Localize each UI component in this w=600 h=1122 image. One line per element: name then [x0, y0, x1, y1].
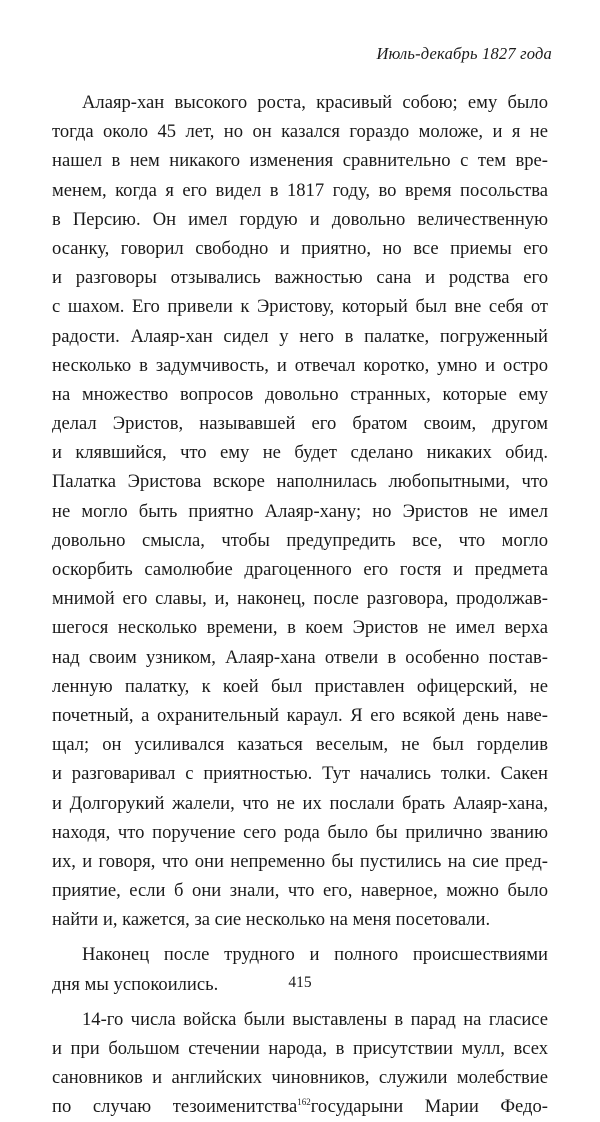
text-line: щал; он усиливался казаться веселым, не был горделив [52, 734, 548, 756]
text-line: сановников и английских чиновников, служили молебствие [52, 1067, 548, 1089]
paragraph [52, 1005, 548, 1122]
text-line: нашел в нем никакого изменения сравнительно с тем вре- [52, 150, 548, 172]
text-line: над своим узником, Алаяр-хана отвели в особенно постав- [52, 646, 548, 668]
text-line: тогда около 45 лет, но он казался гораздо моложе, и я не [52, 121, 548, 143]
running-header: Июль-декабрь 1827 года [376, 44, 552, 63]
page-number: 415 [288, 974, 312, 991]
text-line: Алаяр-хан высокого роста, красивый собою; ему было [82, 92, 548, 113]
paragraph [52, 88, 548, 934]
text-line: Наконец после трудного и полного происшествиями [82, 944, 548, 966]
text-line: на множество вопросов довольно странных, которые ему [52, 383, 548, 405]
text-line: находя, что поручение сего рода было бы прилично званию [52, 821, 548, 843]
text-line: приятие, если б они знали, что его, наверное, можно было [52, 880, 548, 902]
text-line: по случаю тезоименитства$^{162}$государыни Марии Федо- [52, 1096, 548, 1118]
text-line: с шахом. Его привели к Эристову, который был вне себя от [52, 296, 548, 318]
text-line: их, и говоря, что они непременно бы пустились на сие пред- [52, 850, 548, 872]
text-line: и клявшийся, что ему не будет сделано никаких обид. [52, 442, 548, 464]
text-line: радости. Алаяр-хан сидел у него в палатке, погруженный [52, 325, 548, 347]
text-line: найти и, кажется, за сие несколько на меня посетовали. [52, 909, 491, 931]
text-line: несколько в задумчивость, и отвечал коротко, умно и остро [52, 354, 548, 376]
text-line: мнимой его славы, и, наконец, после разговора, продолжав- [52, 588, 548, 610]
body-text [52, 88, 548, 1122]
text-line: делал Эристов, называвшей его братом своим, другом [52, 413, 548, 435]
text-line: Палатка Эристова вскоре наполнилась любопытными, что [52, 471, 548, 493]
text-line: в Персию. Он имел гордую и довольно величественную [52, 208, 548, 230]
text-line: и разговаривал с приятностью. Тут начались толки. Сакен [52, 763, 548, 785]
text-line: осанку, говорил свободно и приятно, но все приемы его [52, 237, 548, 259]
text-line: и при большом стечении народа, в присутствии мулл, всех [52, 1038, 548, 1059]
text-line: дня мы успокоились. [52, 973, 219, 995]
text-line: и разговоры отзывались важностью сана и родства его [52, 267, 548, 289]
text-line: менем, когда я его видел в 1817 году, во время посольства [52, 179, 548, 201]
text-line: 14-го числа войска были выставлены в парад на гласисе [82, 1008, 548, 1030]
text-line: оскорбить самолюбие драгоценного его гостя и предмета [52, 559, 548, 580]
text-line: ленную палатку, к коей был приставлен офицерский, не [52, 675, 548, 697]
footnote-ref[interactable]: 162 [297, 1097, 311, 1108]
text-line: не могло быть приятно Алаяр-хану; но Эристов не имел [52, 500, 548, 522]
text-line: и Долгорукий жалели, что не их послали брать Алаяр-хана, [52, 792, 548, 814]
text-line: довольно смысла, чтобы предупредить все, что могло [52, 529, 548, 551]
text-line: почетный, а охранительный караул. Я его всякой день наве- [52, 704, 548, 726]
text-line: шегося несколько времени, в коем Эристов не имел верха [52, 617, 548, 639]
